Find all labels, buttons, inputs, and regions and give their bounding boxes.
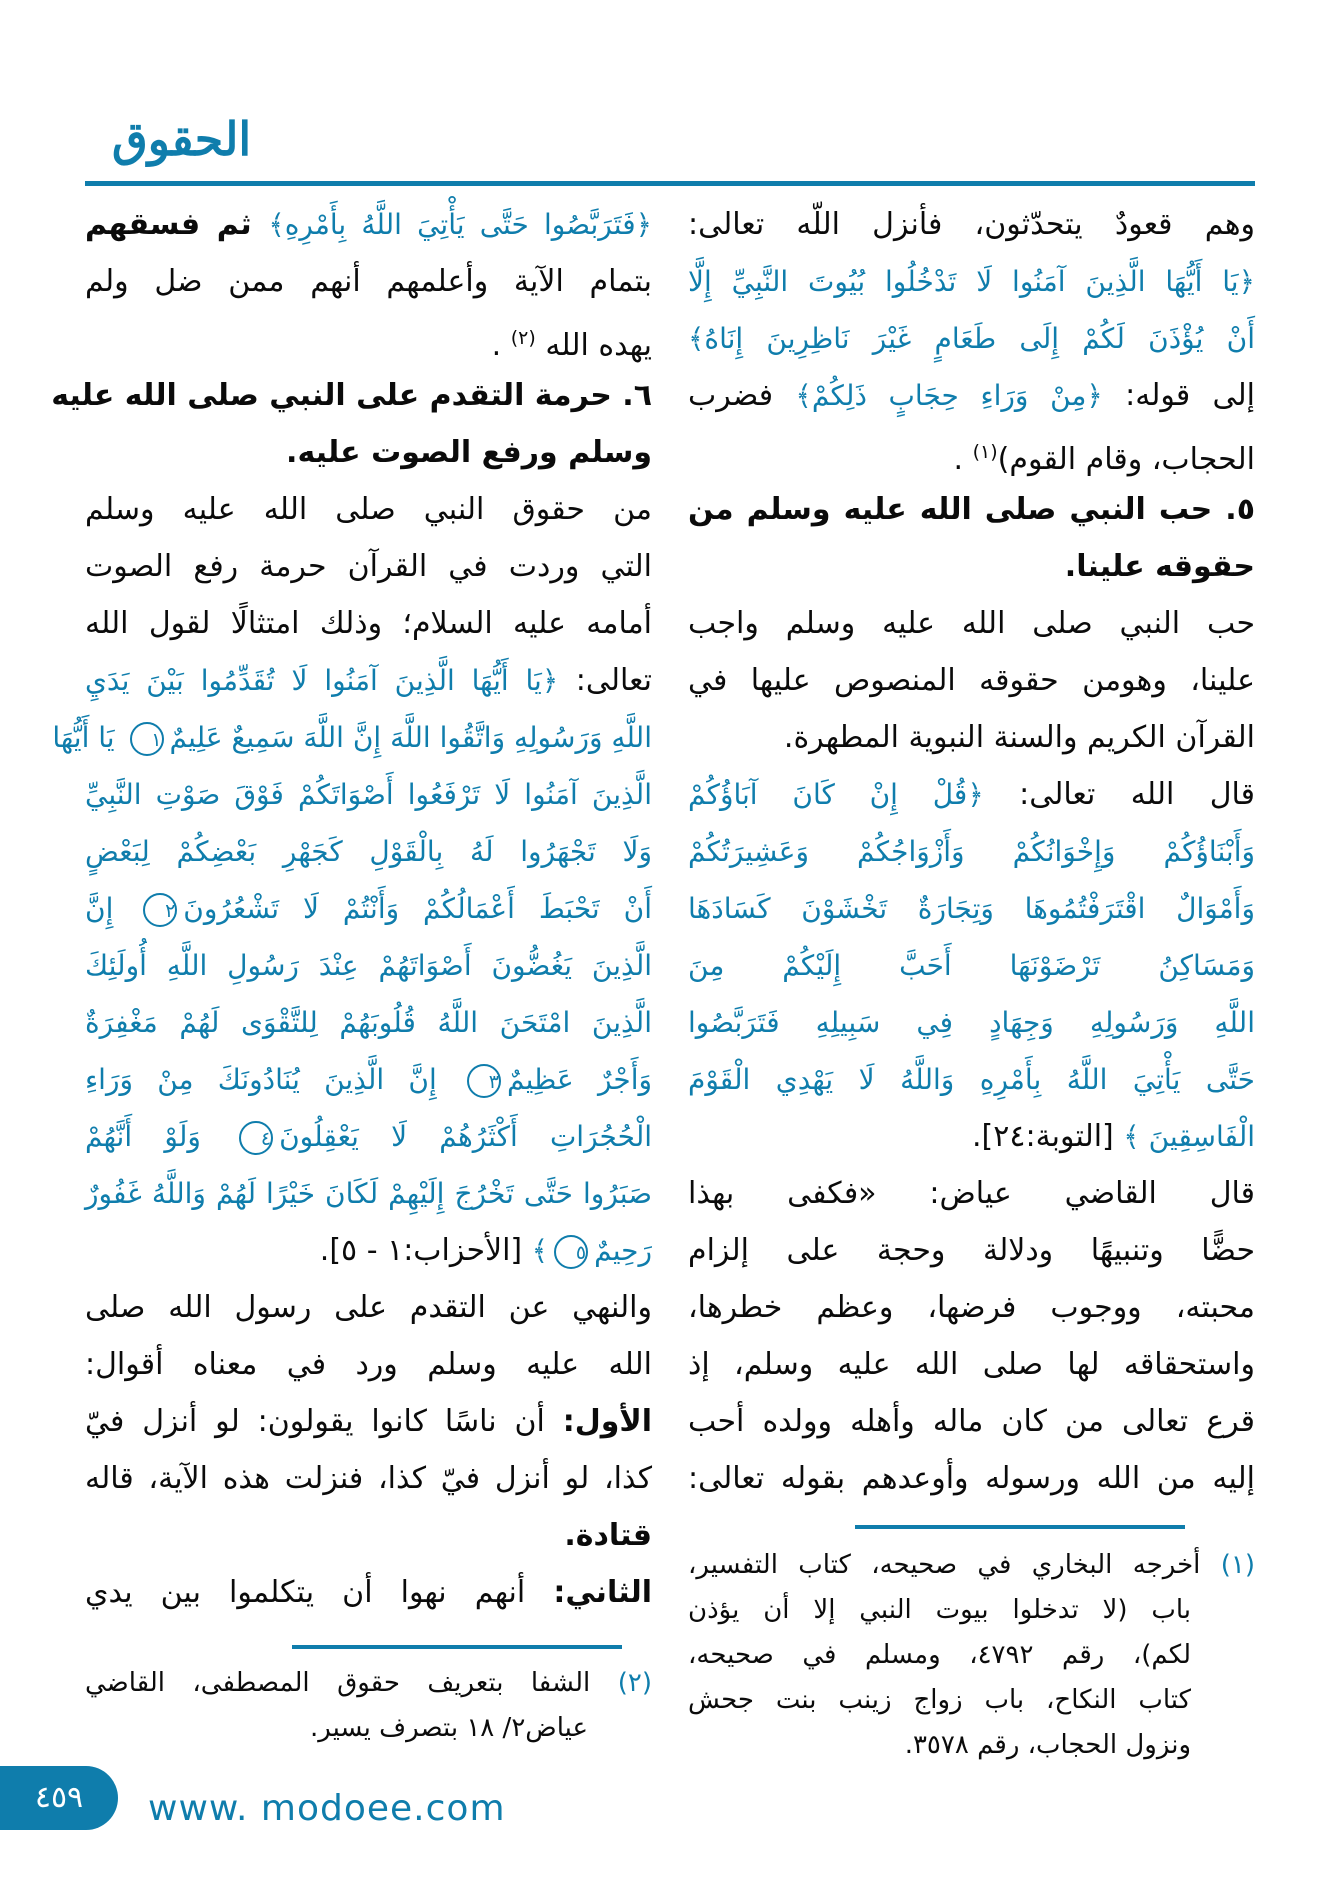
body-line — [51, 367, 652, 424]
column-right-body — [688, 196, 1255, 1507]
body-line — [85, 1279, 652, 1336]
column-right — [688, 196, 1255, 1768]
quran-verse-segment: أَنْ تَحْبَطَ أَعْمَالُكُمْ وَأَنْتُمْ لَا تَشْعُرُونَ — [183, 892, 652, 925]
text-segment: من حقوق النبي صلى الله عليه وسلم — [85, 492, 652, 527]
footnote-line — [85, 1706, 588, 1751]
header-rule — [85, 181, 1255, 186]
text-segment: إليه من الله ورسوله وأوعدهم بقوله تعالى: — [688, 1461, 1255, 1496]
footnote-line — [688, 1588, 1191, 1633]
text-segment: الشفا بتعريف حقوق المصطفى، القاضي — [85, 1668, 591, 1698]
text-segment: الحجاب، وقام القوم) — [997, 442, 1255, 477]
bold-text-segment: وسلم ورفع الصوت عليه. — [286, 435, 652, 470]
body-line — [688, 310, 1255, 367]
body-line — [85, 1393, 652, 1450]
body-line — [85, 424, 652, 481]
footnote-line — [688, 1633, 1191, 1678]
quran-verse-segment: يَا أَيُّهَا — [52, 721, 124, 754]
bold-text-segment: قتادة. — [564, 1518, 652, 1553]
text-segment: [الأحزاب:١ - ٥]. — [319, 1233, 532, 1268]
footnote-line — [688, 1723, 1191, 1768]
body-line — [85, 766, 652, 823]
page-number: ٤٥٩ — [34, 1780, 84, 1815]
body-line — [85, 880, 652, 937]
body-line — [688, 880, 1255, 937]
body-line — [688, 538, 1255, 595]
page-number-badge — [0, 1766, 118, 1830]
text-segment: لكم)، رقم ٤٧٩٢، ومسلم في صحيحه، — [688, 1640, 1191, 1670]
body-line — [85, 937, 652, 994]
quran-verse-segment: اللَّهِ وَرَسُولِهِ وَجِهَادٍ فِي سَبِيلِهِ فَتَرَبَّصُوا — [688, 1006, 1255, 1039]
body-line — [688, 424, 1255, 481]
quran-verse-segment: إِنَّ — [85, 892, 138, 925]
text-segment: وهم قعودٌ يتحدّثون، فأنزل اللّه تعالى: — [688, 207, 1255, 242]
quran-verse-segment: وَلَا تَجْهَرُوا لَهُ بِالْقَوْلِ كَجَهْرِ بَعْضِكُمْ لِبَعْضٍ — [85, 835, 652, 868]
text-segment: ونزول الحجاب، رقم ٣٥٧٨. — [904, 1730, 1191, 1760]
quran-verse-segment: ﴿قُلْ إِنْ كَانَ آبَاؤُكُمْ — [688, 778, 984, 811]
text-segment: عياض٢/ ١٨ بتصرف يسير. — [310, 1713, 588, 1743]
text-segment: التي وردت في القرآن حرمة رفع الصوت — [85, 549, 652, 584]
quran-verse-segment: وَأَمْوَالٌ اقْتَرَفْتُمُوهَا وَتِجَارَةٌ تَخْشَوْنَ كَسَادَهَا — [688, 892, 1255, 925]
body-line — [688, 1336, 1255, 1393]
body-line — [688, 709, 1255, 766]
text-segment: والنهي عن التقدم على رسول الله صلى — [85, 1290, 652, 1325]
body-line — [688, 253, 1255, 310]
quran-verse-segment: ﴾ — [531, 1234, 549, 1267]
text-segment: باب (لا تدخلوا بيوت النبي إلا أن يؤذن — [688, 1595, 1191, 1625]
verse-number-badge: ٤ — [239, 1121, 273, 1155]
text-segment: قال الله تعالى: — [983, 777, 1255, 812]
body-line — [688, 481, 1255, 538]
quran-verse-segment: أَنْ يُؤْذَنَ لَكُمْ إِلَى طَعَامٍ غَيْرَ نَاظِرِينَ إِنَاهُ﴾ — [688, 322, 1255, 355]
quran-verse-segment: ﴿يَا أَيُّهَا الَّذِينَ آمَنُوا لَا تَدْخُلُوا بُيُوتَ النَّبِيِّ إِلَّا — [688, 265, 1255, 298]
body-line — [688, 1279, 1255, 1336]
body-line — [85, 253, 652, 310]
footnote-ref-marker: (١) — [972, 441, 998, 463]
body-line — [85, 1564, 652, 1621]
body-line — [688, 1108, 1255, 1165]
text-segment: . — [953, 442, 973, 477]
text-segment: قال القاضي عياض: «فكفى بهذا — [688, 1176, 1255, 1211]
text-segment: كتاب النكاح، باب زواج زينب بنت جحش — [688, 1685, 1191, 1715]
website-url: www. modoee.com — [148, 1788, 506, 1829]
body-line — [688, 823, 1255, 880]
text-segment: أنهم نهوا أن يتكلموا بين يدي — [85, 1575, 554, 1610]
quran-verse-segment: ﴿يَا أَيُّهَا الَّذِينَ آمَنُوا لَا تُقَدِّمُوا بَيْنَ يَدَيِ — [85, 664, 559, 697]
quran-verse-segment: ﴿فَتَرَبَّصُوا حَتَّى يَأْتِيَ اللَّهُ بِأَمْرِهِ﴾ — [268, 208, 652, 241]
text-segment: تعالى: — [558, 663, 652, 698]
text-segment: علينا، وهومن حقوقه المنصوص عليها في — [688, 663, 1255, 698]
body-line — [85, 652, 652, 709]
text-segment: أن ناسًا كانوا يقولون: لو أنزل فيّ — [85, 1404, 563, 1439]
text-segment: . — [491, 328, 511, 363]
quran-verse-segment: ﴿مِنْ وَرَاءِ حِجَابٍ ذَلِكُمْ﴾ — [795, 379, 1103, 412]
bold-text-segment: ٥. حب النبي صلى الله عليه وسلم من — [688, 492, 1255, 527]
footnote-line — [688, 1678, 1191, 1723]
bold-text-segment: ٦. حرمة التقدم على النبي صلى الله عليه — [51, 378, 652, 413]
text-segment: القرآن الكريم والسنة النبوية المطهرة. — [783, 720, 1255, 755]
text-segment: قرع تعالى من كان ماله وأهله وولده أحب — [688, 1404, 1255, 1439]
body-line — [85, 1165, 652, 1222]
verse-number-badge: ٢ — [143, 893, 177, 927]
verse-number-badge: ٥ — [554, 1235, 588, 1269]
body-line — [85, 481, 652, 538]
text-segment: بتمام الآية وأعلمهم أنهم ممن ضل ولم — [85, 264, 652, 299]
footnote-number-marker: (٢) — [590, 1668, 652, 1698]
bold-text-segment: الثاني: — [553, 1575, 652, 1610]
body-line — [688, 595, 1255, 652]
text-segment: أخرجه البخاري في صحيحه، كتاب التفسير، — [688, 1550, 1201, 1580]
quran-verse-segment: صَبَرُوا حَتَّى تَخْرُجَ إِلَيْهِمْ لَكَانَ خَيْرًا لَهُمْ وَاللَّهُ غَفُورٌ — [85, 1177, 652, 1210]
column-left-body — [51, 196, 652, 1621]
body-line — [688, 1222, 1255, 1279]
body-line — [85, 1450, 652, 1507]
footnote-separator — [292, 1645, 622, 1649]
column-right-footnotes — [688, 1543, 1255, 1768]
quran-verse-segment: حَتَّى يَأْتِيَ اللَّهُ بِأَمْرِهِ وَاللَّهُ لَا يَهْدِي الْقَوْمَ — [688, 1063, 1255, 1096]
bold-text-segment: ثم فسقهم — [85, 207, 269, 242]
text-segment: الله عليه وسلم ورد في معناه أقوال: — [85, 1347, 652, 1382]
quran-verse-segment: إِنَّ الَّذِينَ يُنَادُونَكَ مِنْ وَرَاءِ — [85, 1063, 461, 1096]
bold-text-segment: حقوقه علينا. — [1064, 549, 1255, 584]
text-segment: إلى قوله: — [1102, 378, 1255, 413]
body-line — [85, 538, 652, 595]
body-line — [85, 1336, 652, 1393]
body-line — [688, 1450, 1255, 1507]
body-line — [688, 1051, 1255, 1108]
body-line — [85, 823, 652, 880]
quran-verse-segment: الْفَاسِقِينَ ﴾ — [1123, 1120, 1255, 1153]
text-segment: محبته، ووجوب فرضها، وعظم خطرها، — [688, 1290, 1255, 1325]
quran-verse-segment: وَأَجْرٌ عَظِيمٌ — [506, 1063, 652, 1096]
body-line — [688, 367, 1255, 424]
footnote-separator — [855, 1525, 1185, 1529]
running-header-title: الحقوق — [112, 112, 252, 166]
quran-verse-segment: اللَّهِ وَرَسُولِهِ وَاتَّقُوا اللَّهَ إِنَّ اللَّهَ سَمِيعٌ عَلِيمٌ — [169, 721, 652, 754]
body-line — [688, 766, 1255, 823]
body-line — [688, 196, 1255, 253]
text-segment: واستحقاقه لها صلى الله عليه وسلم، إذ — [688, 1347, 1255, 1382]
column-left — [51, 196, 652, 1768]
text-segment: فضرب — [688, 378, 796, 413]
quran-verse-segment: الَّذِينَ يَغُضُّونَ أَصْوَاتَهُمْ عِنْدَ رَسُولِ اللَّهِ أُولَئِكَ — [85, 949, 652, 982]
quran-verse-segment: الَّذِينَ امْتَحَنَ اللَّهُ قُلُوبَهُمْ لِلتَّقْوَى لَهُمْ مَغْفِرَةٌ — [85, 1006, 652, 1039]
text-segment: يهده الله — [535, 328, 652, 363]
text-segment: أمامه عليه السلام؛ وذلك امتثالًا لقول الله — [85, 606, 652, 641]
quran-verse-segment: وَأَبْنَاؤُكُمْ وَإِخْوَانُكُمْ وَأَزْوَاجُكُمْ وَعَشِيرَتُكُمْ — [688, 835, 1255, 868]
body-line — [85, 994, 652, 1051]
body-line — [688, 1393, 1255, 1450]
body-line — [85, 595, 652, 652]
body-line — [688, 994, 1255, 1051]
verse-number-badge: ٣ — [467, 1064, 501, 1098]
body-line — [85, 1507, 652, 1564]
footnote-ref-marker: (٢) — [510, 327, 536, 349]
text-segment: [التوبة:٢٤]. — [972, 1119, 1124, 1154]
text-segment: كذا، لو أنزل فيّ كذا، فنزلت هذه الآية، قاله — [85, 1461, 652, 1496]
quran-verse-segment: الْحُجُرَاتِ أَكْثَرُهُمْ لَا يَعْقِلُونَ — [279, 1120, 652, 1153]
body-line — [85, 196, 652, 253]
text-columns — [51, 196, 1255, 1768]
quran-verse-segment: الَّذِينَ آمَنُوا لَا تَرْفَعُوا أَصْوَاتَكُمْ فَوْقَ صَوْتِ النَّبِيِّ — [85, 778, 652, 811]
body-line — [688, 937, 1255, 994]
footnote-number-marker: (١) — [1200, 1550, 1255, 1580]
body-line — [688, 1165, 1255, 1222]
quran-verse-segment: رَحِيمٌ — [594, 1234, 652, 1267]
footnote-line — [85, 1661, 652, 1706]
verse-number-badge: ١ — [130, 722, 164, 756]
body-line — [52, 709, 652, 766]
quran-verse-segment: وَلَوْ أَنَّهُمْ — [85, 1120, 234, 1153]
text-segment: حضًّا وتنبيهًا ودلالة وحجة على إلزام — [688, 1233, 1255, 1268]
text-segment: حب النبي صلى الله عليه وسلم واجب — [688, 606, 1255, 641]
body-line — [85, 1222, 652, 1279]
body-line — [85, 1051, 652, 1108]
footnote-line — [688, 1543, 1255, 1588]
bold-text-segment: الأول: — [562, 1404, 652, 1439]
body-line — [688, 652, 1255, 709]
quran-verse-segment: وَمَسَاكِنُ تَرْضَوْنَهَا أَحَبَّ إِلَيْكُمْ مِنَ — [688, 949, 1255, 982]
body-line — [85, 1108, 652, 1165]
column-left-footnotes — [85, 1661, 652, 1751]
body-line — [85, 310, 652, 367]
